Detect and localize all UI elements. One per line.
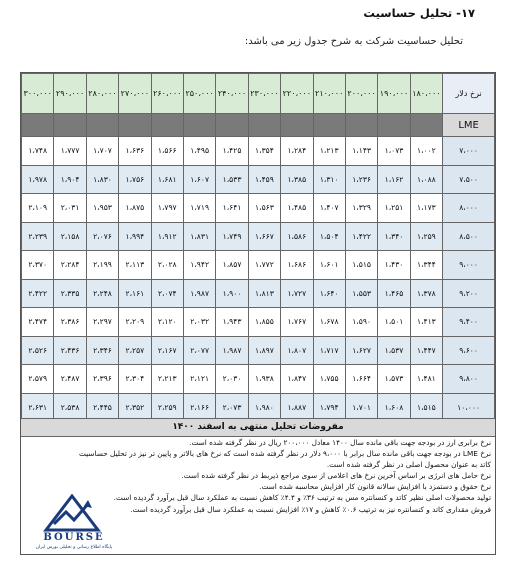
eps-cell: ۱،۵۰۱ bbox=[378, 308, 410, 337]
eps-cell: ۲،۱۰۹ bbox=[22, 194, 54, 223]
eps-cell: ۲،۲۰۹ bbox=[119, 308, 151, 337]
eps-cell: ۲،۴۷۴ bbox=[22, 308, 54, 337]
eps-cell: ۲،۳۵۲ bbox=[119, 393, 151, 422]
eps-cell: ۱،۵۶۶ bbox=[151, 137, 183, 166]
eps-cell: ۲،۳۷۰ bbox=[22, 251, 54, 280]
eps-cell: ۱،۵۰۴ bbox=[313, 222, 345, 251]
eps-cell: ۱،۵۹۰ bbox=[345, 308, 377, 337]
eps-cell: ۱،۶۰۷ bbox=[183, 165, 215, 194]
lme-price-cell: ۷،۵۰۰ bbox=[443, 165, 495, 194]
eps-cell: ۲،۰۳۱ bbox=[54, 194, 86, 223]
lme-band-cell bbox=[183, 114, 215, 137]
table-row bbox=[22, 365, 495, 394]
eps-cell: ۲،۱۶۷ bbox=[151, 336, 183, 365]
sensitivity-table bbox=[21, 73, 495, 422]
eps-cell: ۱،۸۳۰ bbox=[86, 165, 118, 194]
eps-cell: ۲،۳۳۵ bbox=[54, 279, 86, 308]
eps-cell: ۲،۰۷۶ bbox=[86, 222, 118, 251]
eps-cell: ۱،۹۰۴ bbox=[54, 165, 86, 194]
bourse-logo bbox=[26, 494, 122, 552]
eps-cell: ۱،۱۷۳ bbox=[410, 194, 442, 223]
eps-cell: ۱،۸۴۷ bbox=[281, 365, 313, 394]
eps-cell: ۲،۴۸۷ bbox=[54, 365, 86, 394]
logo-tagline: پایگاه اطلاع رسانی و تحلیلی بورس ایران bbox=[35, 545, 113, 550]
eps-cell: ۱،۵۱۵ bbox=[345, 251, 377, 280]
eps-cell: ۱،۹۳۸ bbox=[248, 365, 280, 394]
logo-wordmark: BOURSE bbox=[43, 532, 105, 543]
eps-cell: ۲،۵۷۹ bbox=[22, 365, 54, 394]
lme-price-cell: ۹،۸۰۰ bbox=[443, 365, 495, 394]
eps-cell: ۲،۱۵۸ bbox=[54, 222, 86, 251]
eps-cell: ۱،۴۳۰ bbox=[378, 251, 410, 280]
lme-band-cell bbox=[86, 114, 118, 137]
eps-cell: ۱،۶۸۶ bbox=[281, 251, 313, 280]
assumption-line: نرخ حامل های انرژی بر اساس آخرین نرخ های اعلامی از سوی مراجع ذیربط در نظر گرفته شده است. bbox=[181, 471, 491, 481]
dollar-rate-header: ۲۳۰،۰۰۰ bbox=[248, 74, 280, 114]
eps-cell: ۲،۱۶۶ bbox=[183, 393, 215, 422]
dollar-rate-header: ۱۸۰،۰۰۰ bbox=[410, 74, 442, 114]
eps-cell: ۱،۴۴۷ bbox=[410, 336, 442, 365]
table-header-dollar-rate: نرخ دلار bbox=[443, 74, 495, 114]
section-title: ۱۷- تحلیل حساسیت bbox=[363, 6, 475, 20]
dollar-rate-header: ۲۲۰،۰۰۰ bbox=[281, 74, 313, 114]
eps-cell: ۱،۳۵۴ bbox=[248, 137, 280, 166]
eps-cell: ۲،۲۹۷ bbox=[86, 308, 118, 337]
eps-cell: ۱،۷۵۵ bbox=[313, 365, 345, 394]
eps-cell: ۱،۹۰۰ bbox=[216, 279, 248, 308]
lme-price-cell: ۸،۰۰۰ bbox=[443, 194, 495, 223]
eps-cell: ۲،۰۷۷ bbox=[183, 336, 215, 365]
eps-cell: ۱،۷۰۱ bbox=[345, 393, 377, 422]
eps-cell: ۱،۷۴۹ bbox=[216, 222, 248, 251]
eps-cell: ۲،۰۷۴ bbox=[151, 279, 183, 308]
dollar-rate-header: ۲۱۰،۰۰۰ bbox=[313, 74, 345, 114]
eps-cell: ۱،۶۳۶ bbox=[119, 137, 151, 166]
eps-cell: ۱،۶۸۱ bbox=[151, 165, 183, 194]
eps-cell: ۱،۲۳۶ bbox=[345, 165, 377, 194]
eps-cell: ۲،۲۴۸ bbox=[86, 279, 118, 308]
eps-cell: ۱،۶۷۸ bbox=[313, 308, 345, 337]
eps-cell: ۱،۳۴۰ bbox=[378, 222, 410, 251]
lme-price-cell: ۸،۵۰۰ bbox=[443, 222, 495, 251]
eps-cell: ۱،۵۳۳ bbox=[216, 165, 248, 194]
eps-cell: ۱،۸۱۳ bbox=[248, 279, 280, 308]
eps-cell: ۲،۰۳۰ bbox=[216, 365, 248, 394]
lme-band-cell bbox=[281, 114, 313, 137]
eps-cell: ۲،۶۳۱ bbox=[22, 393, 54, 422]
dollar-rate-header: ۲۸۰،۰۰۰ bbox=[86, 74, 118, 114]
dollar-rate-header: ۲۹۰،۰۰۰ bbox=[54, 74, 86, 114]
eps-cell: ۱،۹۸۰ bbox=[248, 393, 280, 422]
lme-label: LME bbox=[443, 114, 495, 137]
lme-band-cell bbox=[22, 114, 54, 137]
table-row bbox=[22, 279, 495, 308]
eps-cell: ۲،۱۲۰ bbox=[151, 308, 183, 337]
eps-cell: ۱،۷۹۴ bbox=[313, 393, 345, 422]
lme-band-cell bbox=[151, 114, 183, 137]
eps-cell: ۱،۲۵۹ bbox=[410, 222, 442, 251]
eps-cell: ۱،۸۵۵ bbox=[248, 308, 280, 337]
eps-cell: ۱،۶۰۱ bbox=[313, 251, 345, 280]
eps-cell: ۱،۸۰۷ bbox=[281, 336, 313, 365]
eps-cell: ۱،۳۲۹ bbox=[345, 194, 377, 223]
eps-cell: ۱،۳۱۰ bbox=[313, 165, 345, 194]
eps-cell: ۲،۵۳۸ bbox=[54, 393, 86, 422]
assumption-line: کاتد به عنوان محصول اصلی در نظر گرفته شده است. bbox=[326, 460, 491, 470]
dollar-rate-header: ۲۵۰،۰۰۰ bbox=[183, 74, 215, 114]
eps-cell: ۲،۲۵۹ bbox=[151, 393, 183, 422]
eps-cell: ۱،۴۸۱ bbox=[410, 365, 442, 394]
lme-band-cell bbox=[54, 114, 86, 137]
eps-cell: ۱،۴۸۵ bbox=[281, 194, 313, 223]
dollar-rate-header: ۲۶۰،۰۰۰ bbox=[151, 74, 183, 114]
eps-cell: ۱،۶۴۰ bbox=[313, 279, 345, 308]
eps-cell: ۱،۷۱۷ bbox=[313, 336, 345, 365]
eps-cell: ۱،۸۷۵ bbox=[119, 194, 151, 223]
table-row bbox=[22, 251, 495, 280]
eps-cell: ۱،۴۶۵ bbox=[378, 279, 410, 308]
eps-cell: ۱،۴۲۵ bbox=[216, 137, 248, 166]
table-row bbox=[22, 165, 495, 194]
eps-cell: ۲،۲۱۳ bbox=[151, 365, 183, 394]
eps-cell: ۲،۲۳۹ bbox=[22, 222, 54, 251]
eps-cell: ۱،۷۷۷ bbox=[54, 137, 86, 166]
eps-cell: ۱،۶۲۷ bbox=[345, 336, 377, 365]
table-row bbox=[22, 194, 495, 223]
eps-cell: ۱،۹۴۳ bbox=[216, 308, 248, 337]
eps-cell: ۲،۱۱۳ bbox=[119, 251, 151, 280]
eps-cell: ۲،۰۷۳ bbox=[216, 393, 248, 422]
eps-cell: ۱،۷۲۷ bbox=[281, 279, 313, 308]
eps-cell: ۲،۴۳۶ bbox=[54, 336, 86, 365]
eps-cell: ۲،۴۴۵ bbox=[86, 393, 118, 422]
eps-cell: ۱،۵۵۳ bbox=[345, 279, 377, 308]
eps-cell: ۱،۸۳۱ bbox=[183, 222, 215, 251]
table-row bbox=[22, 336, 495, 365]
eps-cell: ۲،۱۲۱ bbox=[183, 365, 215, 394]
section-subtitle: تحلیل حساسیت شرکت به شرح جدول زیر می باشد: bbox=[244, 36, 463, 47]
eps-cell: ۱،۷۴۸ bbox=[22, 137, 54, 166]
eps-cell: ۱،۴۲۲ bbox=[345, 222, 377, 251]
eps-cell: ۱،۴۵۹ bbox=[248, 165, 280, 194]
eps-cell: ۱،۱۴۳ bbox=[345, 137, 377, 166]
lme-price-cell: ۹،۲۰۰ bbox=[443, 279, 495, 308]
dollar-rate-header: ۱۹۰،۰۰۰ bbox=[378, 74, 410, 114]
eps-cell: ۱،۴۰۷ bbox=[313, 194, 345, 223]
eps-cell: ۱،۹۱۲ bbox=[151, 222, 183, 251]
assumption-line: فروش مقداری کاتد و کنسانتره نیز به ترتیب ۰.۶٪ کاهش و ۱۷٪ افزایش نسبت به عملکرد سال قبل برآورد گردیده است. bbox=[130, 504, 491, 514]
eps-cell: ۱،۲۸۴ bbox=[281, 137, 313, 166]
eps-cell: ۲،۴۲۲ bbox=[22, 279, 54, 308]
eps-cell: ۱،۸۸۷ bbox=[281, 393, 313, 422]
eps-cell: ۲،۰۳۲ bbox=[183, 308, 215, 337]
eps-cell: ۱،۹۷۸ bbox=[22, 165, 54, 194]
eps-cell: ۱،۲۱۳ bbox=[313, 137, 345, 166]
eps-cell: ۱،۵۶۳ bbox=[248, 194, 280, 223]
lme-band-cell bbox=[248, 114, 280, 137]
table-row bbox=[22, 137, 495, 166]
dollar-rate-header: ۲۷۰،۰۰۰ bbox=[119, 74, 151, 114]
eps-cell: ۲،۱۹۹ bbox=[86, 251, 118, 280]
eps-cell: ۱،۷۹۷ bbox=[151, 194, 183, 223]
lme-band-cell bbox=[216, 114, 248, 137]
eps-cell: ۱،۵۸۶ bbox=[281, 222, 313, 251]
eps-cell: ۱،۶۶۷ bbox=[248, 222, 280, 251]
eps-cell: ۱،۷۱۹ bbox=[183, 194, 215, 223]
eps-cell: ۱،۰۷۳ bbox=[378, 137, 410, 166]
eps-cell: ۱،۱۶۲ bbox=[378, 165, 410, 194]
assumptions-title: مفروضات تحلیل منتهی به اسفند ۱۴۰۰ bbox=[21, 418, 495, 437]
table-row bbox=[22, 308, 495, 337]
eps-cell: ۱،۴۱۳ bbox=[410, 308, 442, 337]
bourse-emblem-icon bbox=[42, 494, 102, 532]
dollar-rate-header: ۲۴۰،۰۰۰ bbox=[216, 74, 248, 114]
eps-cell: ۱،۹۹۴ bbox=[119, 222, 151, 251]
dollar-rate-header: ۲۰۰،۰۰۰ bbox=[345, 74, 377, 114]
eps-cell: ۱،۳۸۵ bbox=[281, 165, 313, 194]
assumption-line: نرخ حقوق و دستمزد با افزایش سالانه قانون کار افزایش محاسبه شده است. bbox=[259, 482, 491, 492]
eps-cell: ۱،۹۸۷ bbox=[183, 279, 215, 308]
lme-price-cell: ۹،۶۰۰ bbox=[443, 336, 495, 365]
lme-band-cell bbox=[410, 114, 442, 137]
eps-cell: ۱،۷۵۶ bbox=[119, 165, 151, 194]
eps-cell: ۱،۷۶۷ bbox=[281, 308, 313, 337]
assumption-line: نرخ LME در بودجه جهت باقی مانده سال برابر با ۹،۰۰۰ دلار در نظر گرفته شده است که نرخ های بالاتر و پایین تر نیز در تحلیل حساسیت bbox=[79, 449, 491, 459]
eps-cell: ۱،۳۷۸ bbox=[410, 279, 442, 308]
eps-cell: ۱،۹۸۷ bbox=[216, 336, 248, 365]
eps-cell: ۱،۸۹۷ bbox=[248, 336, 280, 365]
eps-cell: ۲،۲۸۴ bbox=[54, 251, 86, 280]
eps-cell: ۱،۰۸۸ bbox=[410, 165, 442, 194]
eps-cell: ۲،۱۶۱ bbox=[119, 279, 151, 308]
table-row bbox=[22, 222, 495, 251]
eps-cell: ۱،۷۰۷ bbox=[86, 137, 118, 166]
lme-band-cell bbox=[378, 114, 410, 137]
eps-cell: ۱،۰۰۲ bbox=[410, 137, 442, 166]
eps-cell: ۱،۵۳۷ bbox=[378, 336, 410, 365]
eps-cell: ۲،۳۰۴ bbox=[119, 365, 151, 394]
assumption-line: تولید محصولات اصلی نظیر کاتد و کنسانتره مس به ترتیب ۳۶٪ و ۴.۴٪ کاهش نسبت به عملکرد سال قبل برآورد گردیده است. bbox=[113, 493, 491, 503]
eps-cell: ۱،۵۷۳ bbox=[378, 365, 410, 394]
lme-price-cell: ۹،۰۰۰ bbox=[443, 251, 495, 280]
eps-cell: ۲،۳۴۶ bbox=[86, 336, 118, 365]
lme-price-cell: ۹،۴۰۰ bbox=[443, 308, 495, 337]
eps-cell: ۱،۶۴۱ bbox=[216, 194, 248, 223]
eps-cell: ۲،۳۸۶ bbox=[54, 308, 86, 337]
eps-cell: ۱،۲۵۱ bbox=[378, 194, 410, 223]
lme-price-cell: ۱۰،۰۰۰ bbox=[443, 393, 495, 422]
eps-cell: ۱،۹۴۲ bbox=[183, 251, 215, 280]
eps-cell: ۱،۶۰۸ bbox=[378, 393, 410, 422]
eps-cell: ۲،۲۵۷ bbox=[119, 336, 151, 365]
eps-cell: ۲،۵۲۶ bbox=[22, 336, 54, 365]
eps-cell: ۱،۶۶۴ bbox=[345, 365, 377, 394]
eps-cell: ۲،۰۲۸ bbox=[151, 251, 183, 280]
eps-cell: ۱،۴۹۵ bbox=[183, 137, 215, 166]
lme-band-cell bbox=[119, 114, 151, 137]
assumption-line: نرخ برابری ارز در بودجه جهت باقی مانده سال ۱۴۰۰ معادل ۲۰۰،۰۰۰ ریال در نظر گرفته شده است. bbox=[189, 438, 491, 447]
lme-price-cell: ۷،۰۰۰ bbox=[443, 137, 495, 166]
eps-cell: ۱،۸۵۷ bbox=[216, 251, 248, 280]
eps-cell: ۱،۹۵۳ bbox=[86, 194, 118, 223]
eps-cell: ۲،۳۹۶ bbox=[86, 365, 118, 394]
lme-band-cell bbox=[313, 114, 345, 137]
lme-band-cell bbox=[345, 114, 377, 137]
eps-cell: ۱،۷۷۲ bbox=[248, 251, 280, 280]
dollar-rate-header: ۳۰۰،۰۰۰ bbox=[22, 74, 54, 114]
eps-cell: ۱،۵۱۵ bbox=[410, 393, 442, 422]
eps-cell: ۱،۳۴۴ bbox=[410, 251, 442, 280]
